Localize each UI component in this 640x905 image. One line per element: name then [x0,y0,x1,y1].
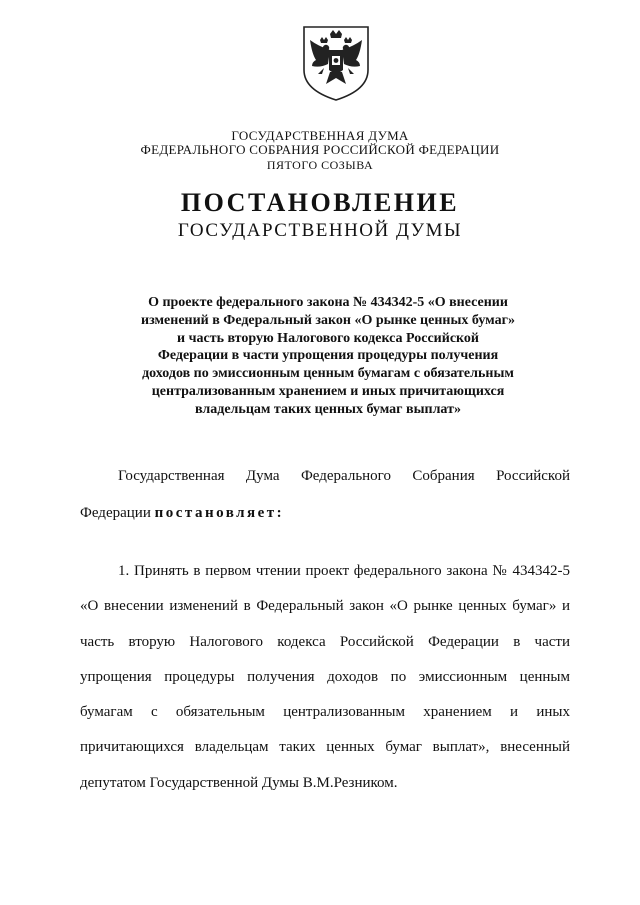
item-line: бумагам с обязательным централизованным хранением и иных [80,704,570,720]
preamble-decree-word: постановляет: [154,505,285,521]
subject-line: централизованным хранением и иных причитающихся [151,383,505,399]
item-line: часть вторую Налогового кодекса Российской Федерации в части [80,634,570,650]
subject-line: владельцам таких ценных бумаг выплат» [195,401,461,417]
item-line: причитающихся владельцам таких ценных бумаг выплат», внесенный [80,739,570,755]
subject-line: и часть вторую Налогового кодекса Российской [177,330,479,346]
header-line-duma: ГОСУДАРСТВЕННАЯ ДУМА [231,128,409,143]
subject-line: О проекте федерального закона № 434342-5 «О внесении [148,295,508,310]
subject-line: доходов по эмиссионным ценным бумагам с обязательным [142,366,514,382]
preamble-prefix: Федерации [80,505,151,521]
item-line: «О внесении изменений в Федеральный закон «О рынке ценных бумаг» и [80,598,570,614]
document-subtitle: ГОСУДАРСТВЕННОЙ ДУМЫ [177,220,463,241]
subject-line: Федерации в части упрощения процедуры получения [157,348,499,364]
subject-line: изменений в Федеральный закон «О рынке ценных бумаг» [141,312,515,328]
item-line: упрощения процедуры получения доходов по эмиссионным ценным [80,669,570,685]
item-line: депутатом Государственной Думы В.М.Резником. [80,775,398,791]
document-subject [118,294,538,419]
coat-of-arms-emblem [300,24,372,102]
item-line: 1. Принять в первом чтении проект федерального закона № 434342-5 [118,563,570,579]
header-line-federal-assembly: ФЕДЕРАЛЬНОГО СОБРАНИЯ РОССИЙСКОЙ ФЕДЕРАЦИИ [140,142,500,157]
preamble-line [80,505,570,522]
header-line-convocation: ПЯТОГО СОЗЫВА [266,158,374,172]
preamble-line: Государственная Дума Федерального Собрания Российской [118,468,570,484]
document-title: ПОСТАНОВЛЕНИЕ [180,188,460,217]
